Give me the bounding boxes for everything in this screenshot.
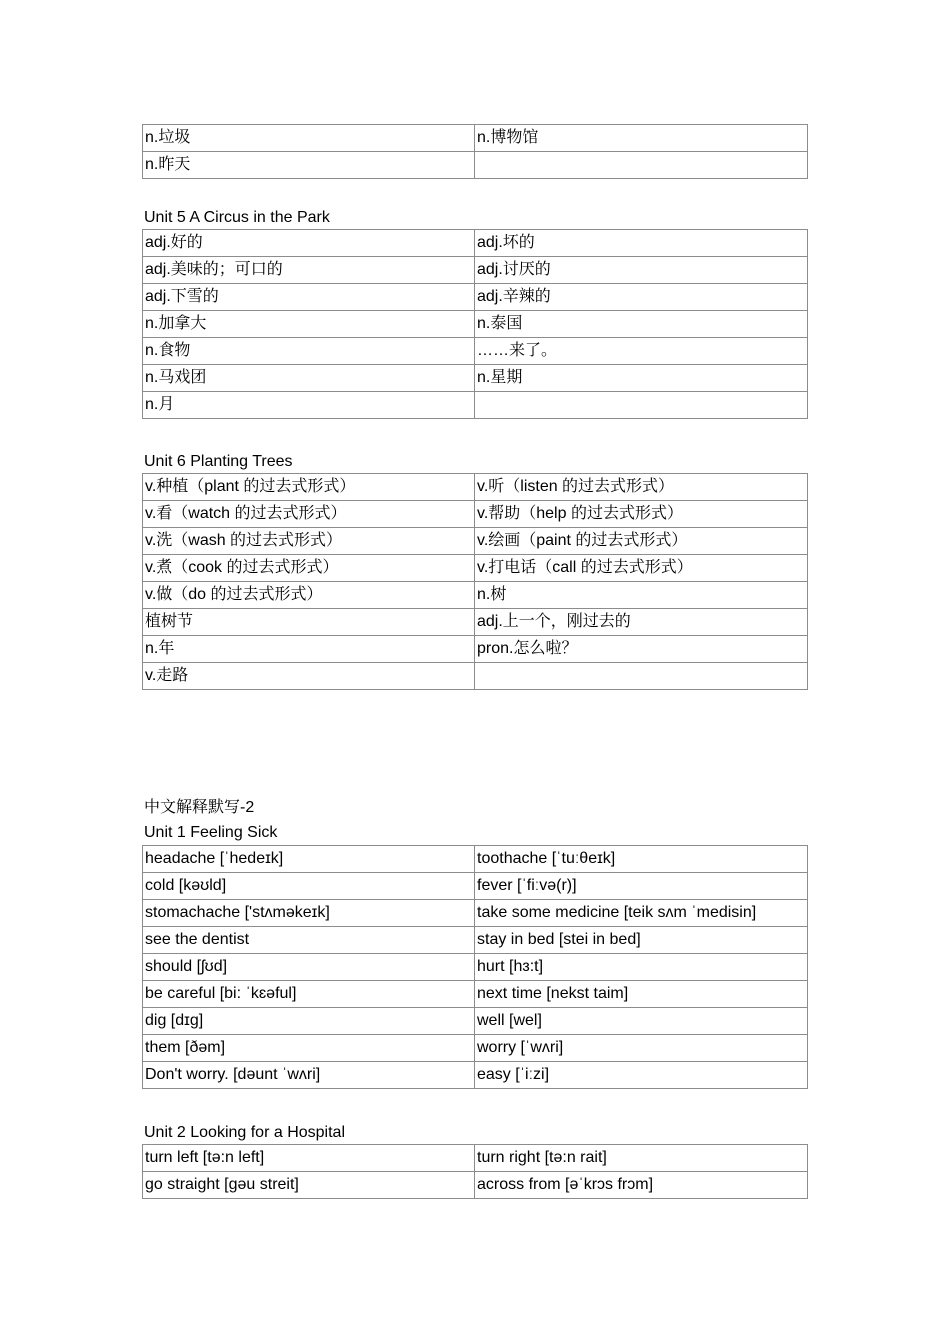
table-row (143, 365, 808, 392)
table-cell: worry [ˈwʌri] (475, 1035, 808, 1062)
table-cell (475, 663, 808, 690)
table-cell: v.打电话（call 的过去式形式） (475, 555, 808, 582)
table-cell: pron.怎么啦？ (475, 636, 808, 663)
table-cell: turn right [tə:n rait] (475, 1145, 808, 1172)
table-row (143, 1145, 808, 1172)
table-cell: adj.上一个，刚过去的 (475, 609, 808, 636)
table-cell: n.食物 (143, 338, 475, 365)
table-cell: across from [əˈkrɔs frɔm] (475, 1172, 808, 1199)
table-cell: headache [ˈhedeɪk] (143, 846, 475, 873)
table-row (143, 981, 808, 1008)
table-cell: adj.下雪的 (143, 284, 475, 311)
table-cell: stomachache ['stʌməkeɪk] (143, 900, 475, 927)
table-cell: v.听（listen 的过去式形式） (475, 474, 808, 501)
table-cell: 植树节 (143, 609, 475, 636)
table-cell: them [ðəm] (143, 1035, 475, 1062)
table-cell: fever [ˈfiːvə(r)] (475, 873, 808, 900)
table-cell: v.煮（cook 的过去式形式） (143, 555, 475, 582)
table-row (143, 1008, 808, 1035)
vocab-table (142, 229, 808, 419)
table-cell: n.泰国 (475, 311, 808, 338)
table-cell: see the dentist (143, 927, 475, 954)
table-cell: n.马戏团 (143, 365, 475, 392)
table-cell: stay in bed [stei in bed] (475, 927, 808, 954)
table-cell: well [wel] (475, 1008, 808, 1035)
unit-2-heading: Unit 2 Looking for a Hospital (144, 1124, 345, 1141)
table-cell: adj.好的 (143, 230, 475, 257)
table-cell (475, 392, 808, 419)
table-row (143, 1035, 808, 1062)
table-row (143, 927, 808, 954)
table-cell: v.做（do 的过去式形式） (143, 582, 475, 609)
table-cell: v.种植（plant 的过去式形式） (143, 474, 475, 501)
vocab-table (142, 124, 808, 179)
vocab-table (142, 473, 808, 690)
table-cell: v.洗（wash 的过去式形式） (143, 528, 475, 555)
table-cell: easy [ˈiːzi] (475, 1062, 808, 1089)
table-cell: v.看（watch 的过去式形式） (143, 501, 475, 528)
table-cell: v.走路 (143, 663, 475, 690)
vocab-table (142, 845, 808, 1089)
table-cell: n.月 (143, 392, 475, 419)
table-cell: adj.美味的；可口的 (143, 257, 475, 284)
table-cell: be careful [bi: ˈkɛəful] (143, 981, 475, 1008)
table-row (143, 257, 808, 284)
table-row (143, 152, 808, 179)
vocab-table-unit-6 (142, 473, 806, 690)
unit-6-heading: Unit 6 Planting Trees (144, 453, 293, 470)
table-cell: v.绘画（paint 的过去式形式） (475, 528, 808, 555)
table-cell: n.树 (475, 582, 808, 609)
vocab-table (142, 1144, 808, 1199)
table-cell: hurt [hɜ:t] (475, 954, 808, 981)
table-cell: ……来了。 (475, 338, 808, 365)
table-row (143, 230, 808, 257)
table-row (143, 338, 808, 365)
table-row (143, 582, 808, 609)
table-row (143, 609, 808, 636)
table-cell: adj.讨厌的 (475, 257, 808, 284)
unit-1-heading: Unit 1 Feeling Sick (144, 824, 278, 841)
table-cell: n.昨天 (143, 152, 475, 179)
table-cell: n.博物馆 (475, 125, 808, 152)
table-row (143, 474, 808, 501)
vocab-table-top (142, 124, 806, 179)
table-cell: Don't worry. [dəunt ˈwʌri] (143, 1062, 475, 1089)
table-cell: toothache [ˈtuːθeɪk] (475, 846, 808, 873)
table-cell: n.星期 (475, 365, 808, 392)
table-row (143, 900, 808, 927)
table-row (143, 1172, 808, 1199)
table-cell: take some medicine [teik sʌm ˈmedisin] (475, 900, 808, 927)
table-cell: v.帮助（help 的过去式形式） (475, 501, 808, 528)
vocab-table-unit-5 (142, 229, 806, 419)
table-row (143, 663, 808, 690)
table-cell: n.年 (143, 636, 475, 663)
table-row (143, 125, 808, 152)
table-row (143, 392, 808, 419)
table-cell: dig [dɪg] (143, 1008, 475, 1035)
table-cell: n.垃圾 (143, 125, 475, 152)
table-row (143, 311, 808, 338)
table-cell (475, 152, 808, 179)
table-row (143, 284, 808, 311)
section-2-title: 中文解释默写-2 (144, 799, 255, 816)
table-cell: next time [nekst taim] (475, 981, 808, 1008)
table-cell: turn left [tə:n left] (143, 1145, 475, 1172)
table-row (143, 636, 808, 663)
table-row (143, 873, 808, 900)
table-cell: cold [kəʊld] (143, 873, 475, 900)
table-row (143, 555, 808, 582)
vocab-table-unit-1 (142, 845, 806, 1089)
vocab-table-unit-2 (142, 1144, 806, 1199)
table-cell: adj.辛辣的 (475, 284, 808, 311)
table-row (143, 501, 808, 528)
table-cell: adj.坏的 (475, 230, 808, 257)
table-cell: n.加拿大 (143, 311, 475, 338)
table-cell: go straight [gəu streit] (143, 1172, 475, 1199)
table-row (143, 528, 808, 555)
table-row (143, 846, 808, 873)
table-cell: should [ʃʊd] (143, 954, 475, 981)
unit-5-heading: Unit 5 A Circus in the Park (144, 209, 330, 226)
table-row (143, 954, 808, 981)
table-row (143, 1062, 808, 1089)
